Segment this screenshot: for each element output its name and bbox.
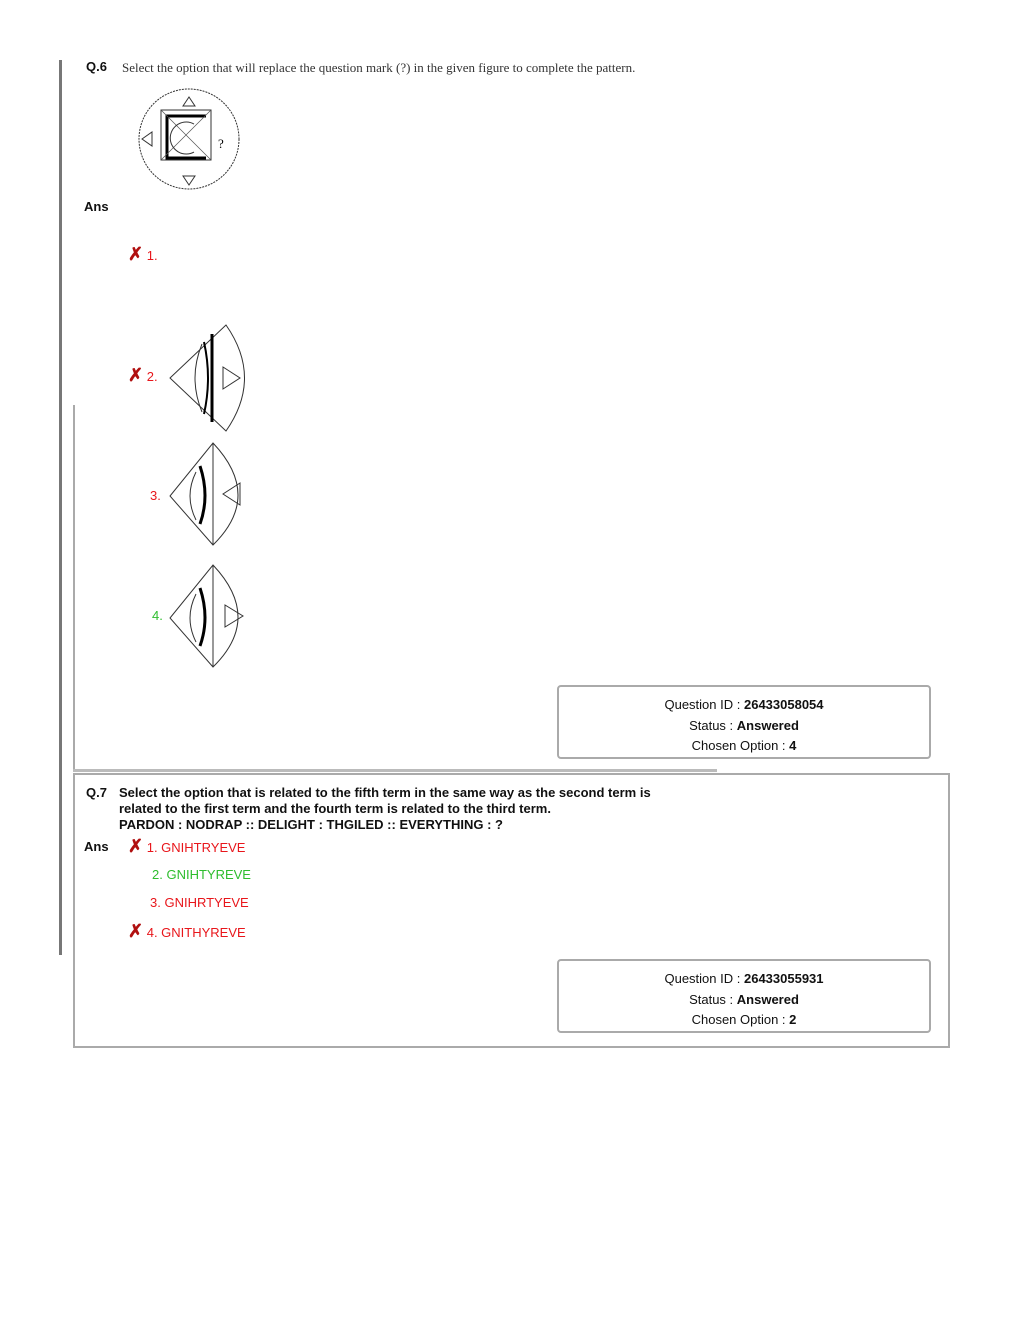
q6-option-2[interactable]: [128, 365, 158, 386]
chosen-option-label: Chosen Option :: [691, 1012, 786, 1027]
q6-option-3[interactable]: 3.: [150, 488, 161, 503]
status-label: Status :: [689, 717, 734, 733]
question-id-label: Question ID :: [664, 697, 741, 712]
chosen-option-label: Chosen Option :: [691, 738, 786, 753]
q7-question-text: [119, 785, 651, 833]
status-value: Answered: [736, 991, 799, 1007]
q6-info-box: [557, 685, 931, 759]
q6-option-3-figure: [168, 440, 252, 552]
chosen-option-value: 4: [789, 738, 797, 753]
q7-option-2[interactable]: 2. GNIHTYREVE: [152, 867, 251, 882]
option-label: 2.: [146, 369, 158, 384]
q6-box-bottom-border: [73, 769, 717, 772]
q6-ans-label: Ans: [84, 199, 109, 214]
question-id-label: Question ID :: [664, 971, 741, 986]
q7-info-box: [557, 959, 931, 1033]
q7-option-4[interactable]: [128, 921, 246, 942]
chosen-option-value: 2: [789, 1012, 797, 1027]
wrong-cross-icon: ✗: [128, 244, 144, 264]
question-id: 26433055931: [743, 971, 824, 986]
status-value: Answered: [736, 717, 799, 733]
q7-text-line-1: Select the option that is related to the fifth term in the same way as the second term is: [119, 785, 651, 800]
wrong-cross-icon: ✗: [128, 836, 144, 856]
option-label: 1. GNIHTRYEVE: [146, 840, 246, 855]
q6-option-1[interactable]: [128, 244, 158, 265]
option-label: 1.: [146, 248, 158, 263]
q6-option-2-figure: [168, 322, 252, 434]
q7-ans-label: Ans: [84, 839, 109, 854]
q6-option-4[interactable]: 4.: [152, 608, 163, 623]
q7-option-3[interactable]: 3. GNIHRTYEVE: [150, 895, 249, 910]
q6-option-4-figure: [168, 562, 252, 672]
wrong-cross-icon: ✗: [128, 921, 144, 941]
q6-question-text: Select the option that will replace the question mark (?) in the given figure to complete the pattern.: [122, 60, 636, 75]
left-rule: [59, 60, 62, 955]
q6-box-left-border: [73, 405, 75, 771]
q7-number: Q.7: [86, 785, 107, 800]
q7-text-line-3: PARDON : NODRAP :: DELIGHT : THGILED :: EVERYTHING : ?: [119, 817, 503, 832]
question-id: 26433058054: [743, 697, 824, 712]
option-label: 4. GNITHYREVE: [146, 925, 246, 940]
q7-option-1[interactable]: [128, 836, 245, 857]
status-label: Status :: [689, 991, 734, 1007]
q7-text-line-2: related to the first term and the fourth term is related to the third term.: [119, 801, 551, 816]
q6-question-figure: [134, 86, 244, 192]
wrong-cross-icon: ✗: [128, 365, 144, 385]
figure-question-mark: ?: [218, 136, 224, 151]
q6-number: Q.6: [86, 59, 107, 74]
